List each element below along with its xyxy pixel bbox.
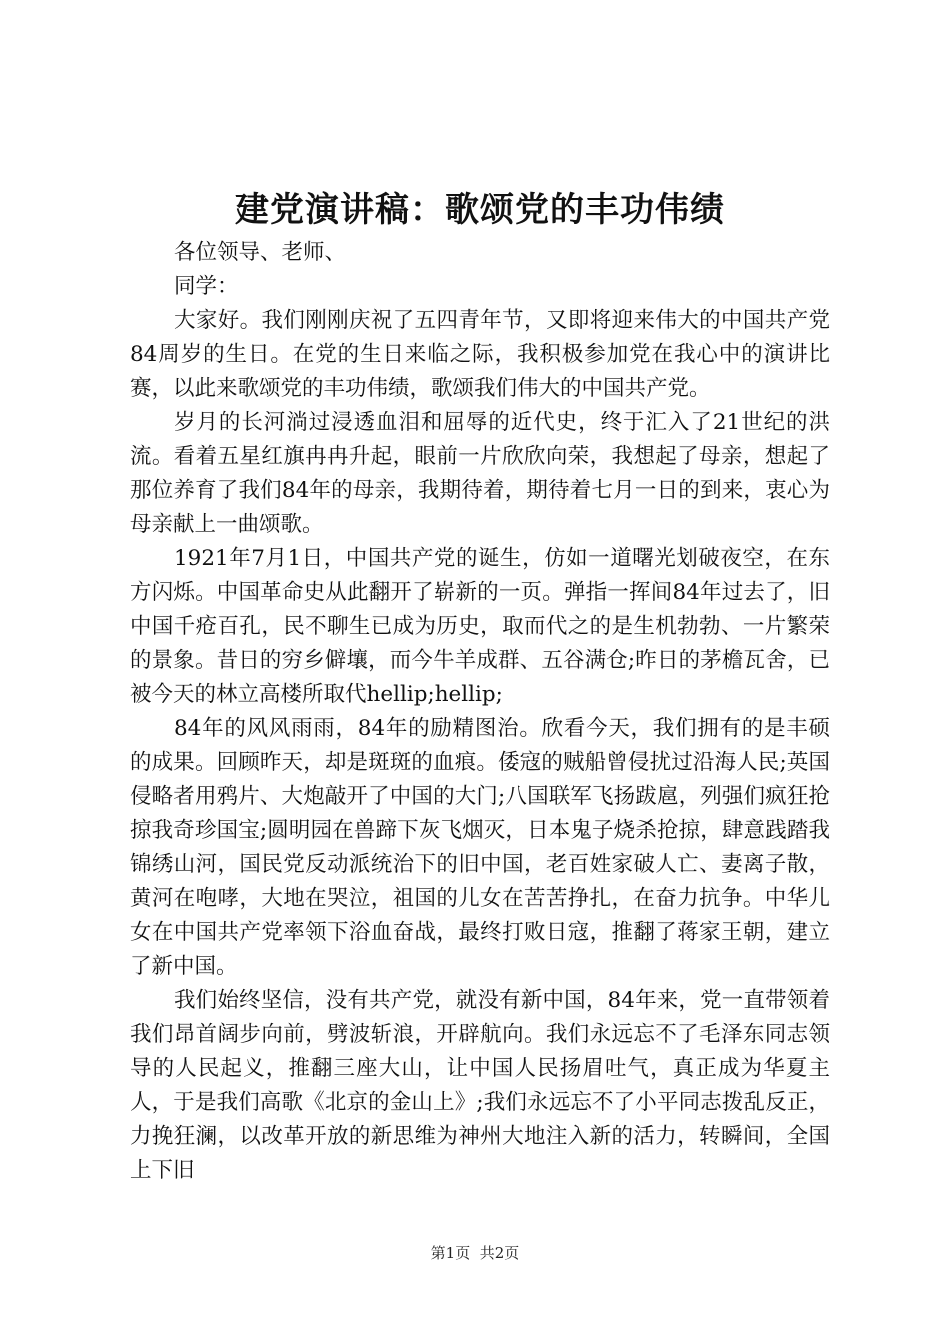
salutation-line: 各位领导、老师、 (174, 240, 347, 265)
salutation-line: 同学： (174, 274, 239, 299)
document-title: 建党演讲稿：歌颂党的丰功伟绩 (235, 190, 725, 230)
paragraph: 大家好。我们刚刚庆祝了五四青年节，又即将迎来伟大的中国共产党84周岁的生日。在党的生日来临之际，我积极参加党在我心中的演讲比赛，以此来歌颂党的丰功伟绩，歌颂我们伟大的中国共产党。 (130, 308, 830, 401)
paragraph: 84年的风风雨雨，84年的励精图治。欣看今天，我们拥有的是丰硕的成果。回顾昨天，却是斑斑的血痕。倭寇的贼船曾侵扰过沿海人民;英国侵略者用鸦片、大炮敲开了中国的大门;八国联军飞扬跋扈，列强们疯狂抢掠我奇珍国宝;圆明园在兽蹄下灰飞烟灭，日本鬼子烧杀抢掠，肆意践踏我锦绣山河，国民党反动派统治下的旧中国，老百姓家破人亡、妻离子散，黄河在咆哮，大地在哭泣，祖国的儿女在苦苦挣扎，在奋力抗争。中华儿女在中国共产党率领下浴血奋战，最终打败日寇，推翻了蒋家王朝，建立了新中国。 (130, 716, 830, 979)
page-footer (0, 1242, 950, 1263)
page-number: 第1页 (430, 1244, 471, 1262)
paragraph: 岁月的长河淌过浸透血泪和屈辱的近代史，终于汇入了21世纪的洪流。看着五星红旗冉冉升起，眼前一片欣欣向荣，我想起了母亲，想起了那位养育了我们84年的母亲，我期待着，期待着七月一日的到来，衷心为母亲献上一曲颂歌。 (130, 410, 830, 537)
document-body (130, 236, 830, 1188)
paragraph: 我们始终坚信，没有共产党，就没有新中国，84年来，党一直带领着我们昂首阔步向前，劈波斩浪，开辟航向。我们永远忘不了毛泽东同志领导的人民起义，推翻三座大山，让中国人民扬眉吐气，真正成为华夏主人，于是我们高歌《北京的金山上》;我们永远忘不了小平同志拨乱反正，力挽狂澜，以改革开放的新思维为神州大地注入新的活力，转瞬间，全国上下旧 (130, 988, 830, 1183)
paragraph: 1921年7月1日，中国共产党的诞生，仿如一道曙光划破夜空，在东方闪烁。中国革命史从此翻开了崭新的一页。弹指一挥间84年过去了，旧中国千疮百孔，民不聊生已成为历史，取而代之的是生机勃勃、一片繁荣的景象。昔日的穷乡僻壤，而今牛羊成群、五谷满仓;昨日的茅檐瓦舍，已被今天的林立高楼所取代hellip;hellip; (130, 546, 830, 707)
page-total: 共2页 (479, 1244, 520, 1262)
